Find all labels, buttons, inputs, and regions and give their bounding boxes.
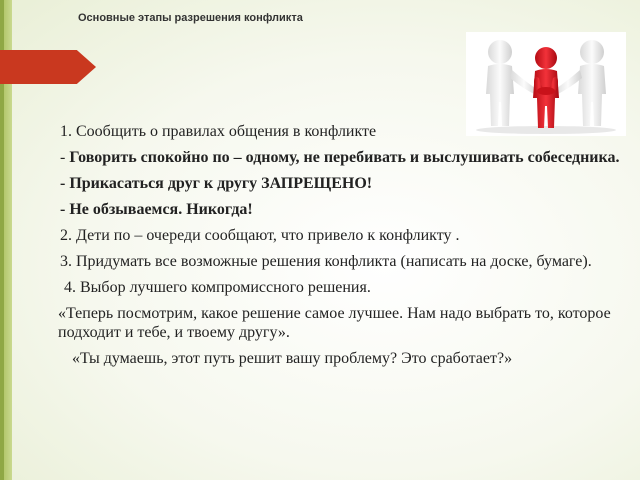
slide-title: Основные этапы разрешения конфликта xyxy=(78,12,303,24)
item-3: 3. Придумать все возможные решения конфликта (написать на доске, бумаге). xyxy=(60,253,592,270)
item-rule-1-text: Говорить спокойно по – одному, не перебивать и выслушивать собеседника. xyxy=(69,149,620,166)
quote-2: «Ты думаешь, этот путь решит вашу проблему? Это сработает?» xyxy=(72,350,513,367)
item-rule-1 xyxy=(60,148,620,167)
item-4: 4. Выбор лучшего компромиссного решения. xyxy=(64,279,371,296)
red-arrow-tab xyxy=(0,50,96,84)
item-2: 2. Дети по – очереди сообщают, что привело к конфликту . xyxy=(60,227,460,244)
handshake-illustration xyxy=(466,32,626,136)
item-rule-2: - Прикасаться друг к другу ЗАПРЕЩЕНО! xyxy=(60,175,373,192)
item-rule-3: - Не обзываемся. Никогда! xyxy=(60,201,253,218)
slide-content xyxy=(60,122,620,375)
three-figures-handshake-icon xyxy=(466,32,626,136)
item-rule-1-dash: - xyxy=(60,149,70,166)
quote-1: «Теперь посмотрим, какое решение самое лучшее. Нам надо выбрать то, которое подходит и тебе, и твоему другу». xyxy=(58,305,611,341)
item-1: 1. Сообщить о правилах общения в конфликте xyxy=(60,123,377,140)
